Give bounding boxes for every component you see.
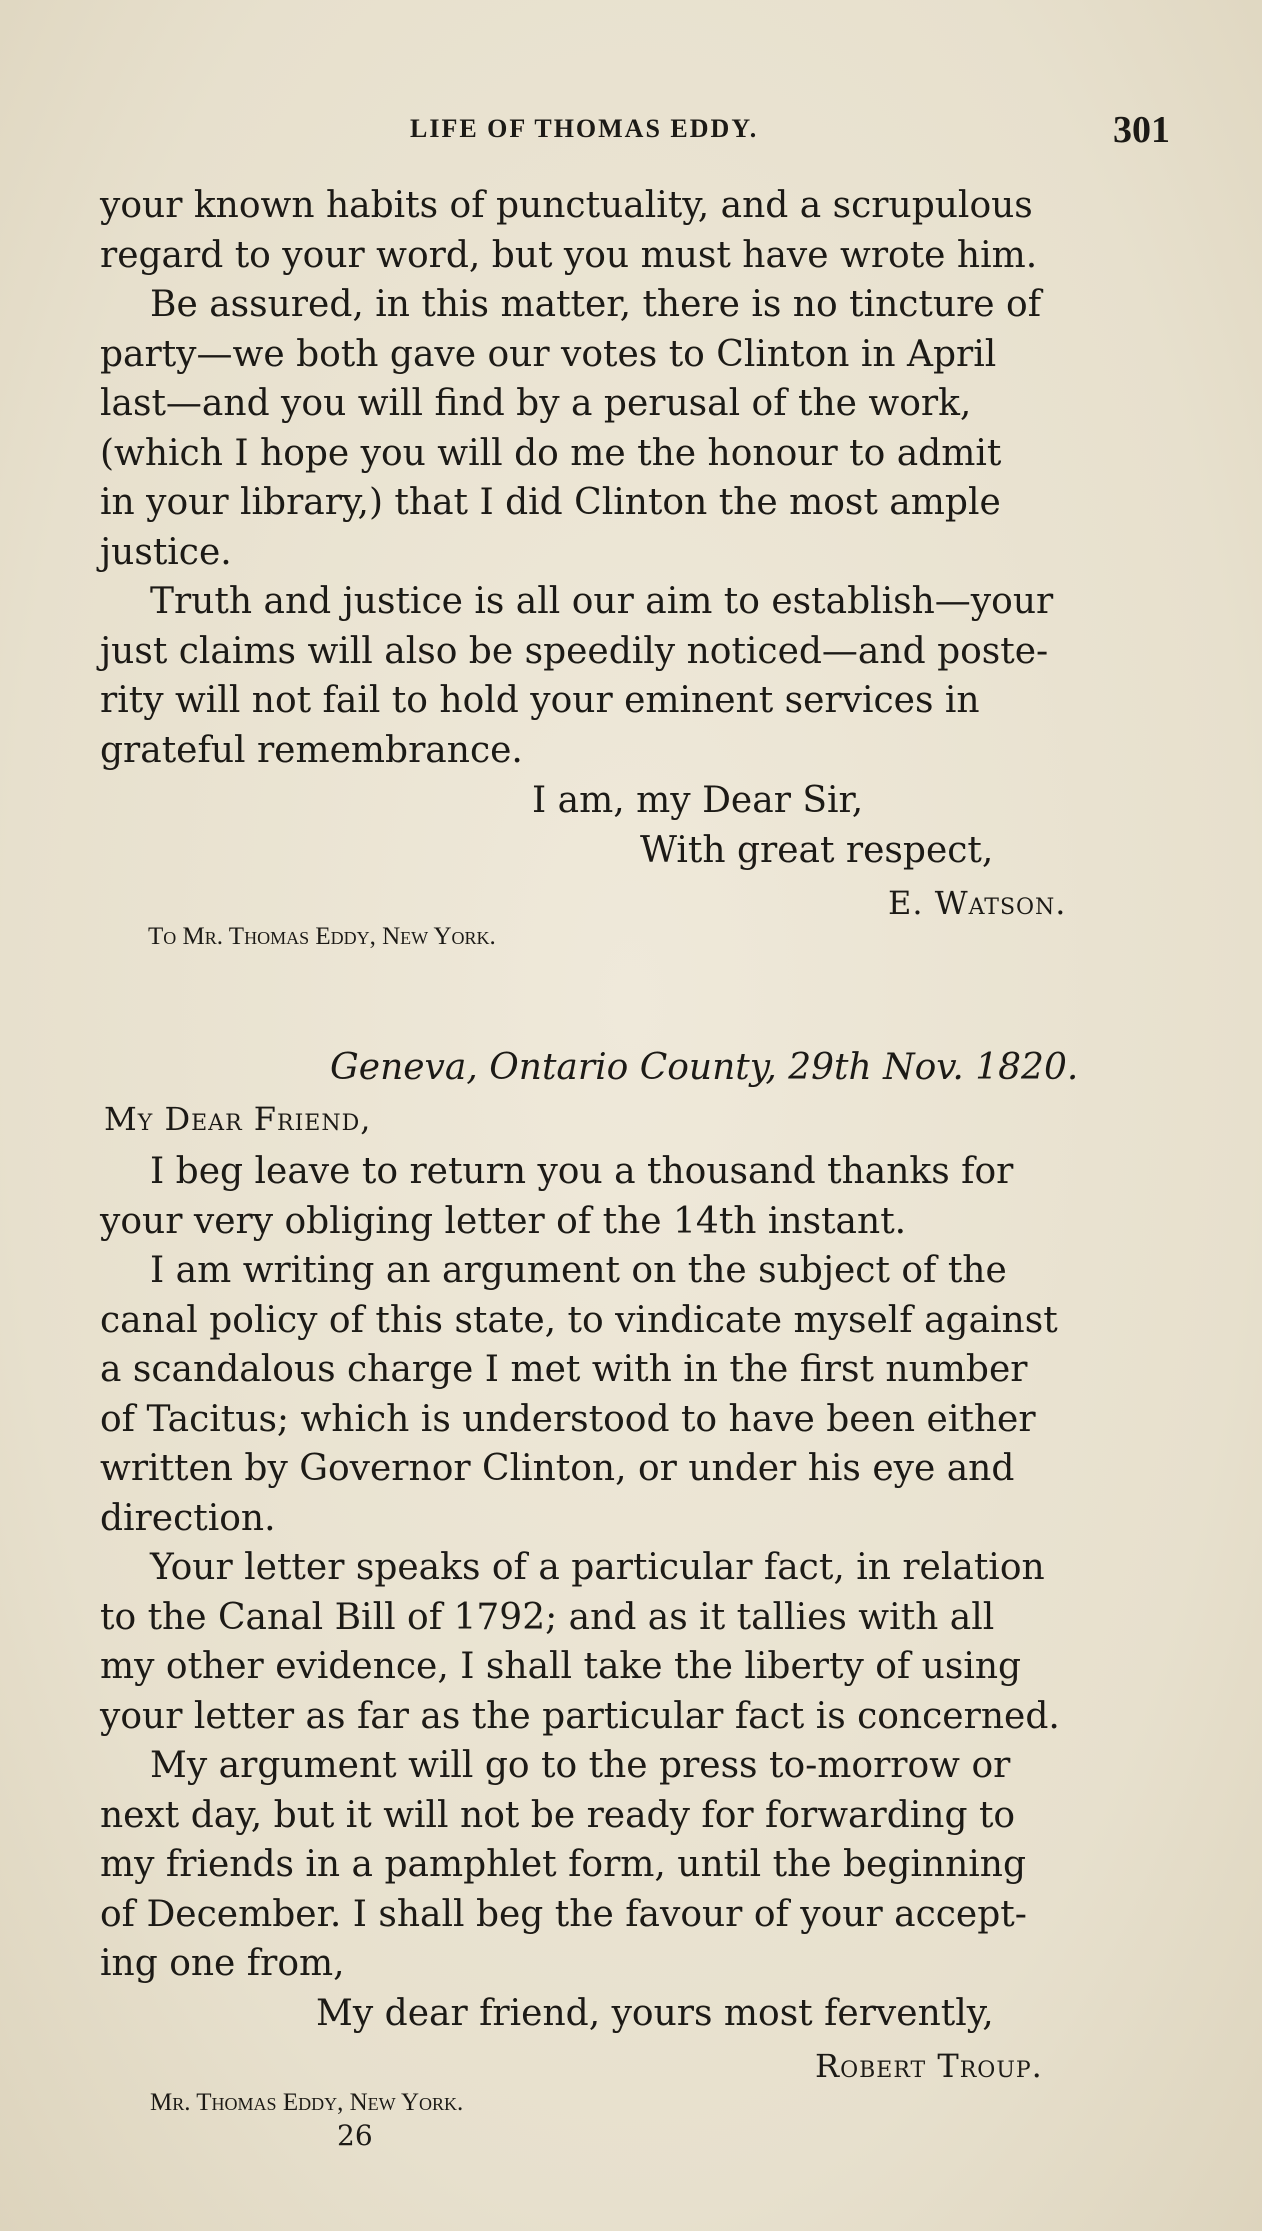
text-line: last—and you will find by a perusal of the work, xyxy=(100,383,972,424)
letter-1-signature: E. Watson. xyxy=(888,884,1067,922)
text-line: written by Governor Clinton, or under his eye and xyxy=(100,1448,1015,1489)
text-line: to the Canal Bill of 1792; and as it tallies with all xyxy=(100,1596,995,1638)
text-line: Your letter speaks of a particular fact, in relation xyxy=(150,1547,1045,1588)
text-line: I am writing an argument on the subject of the xyxy=(150,1250,1007,1291)
letter-2-salutation: My Dear Friend, xyxy=(104,1100,372,1138)
letter-2-closing: My dear friend, yours most fervently, xyxy=(316,1993,994,2034)
text-line: my other evidence, I shall take the liberty of using xyxy=(100,1646,1022,1687)
letter-2-address: Mr. Thomas Eddy, New York. xyxy=(150,2089,464,2116)
text-line: your letter as far as the particular fact is concerned. xyxy=(100,1695,1060,1737)
text-line: direction. xyxy=(100,1497,276,1539)
running-head: LIFE OF THOMAS EDDY. xyxy=(410,114,759,143)
text-line: justice. xyxy=(100,531,232,573)
text-line: of Tacitus; which is understood to have been either xyxy=(100,1398,1036,1440)
text-line: Truth and justice is all our aim to establish—your xyxy=(150,581,1054,622)
text-line: of December. I shall beg the favour of your accept- xyxy=(100,1893,1027,1935)
text-line: my friends in a pamphlet form, until the beginning xyxy=(100,1844,1027,1885)
letter-2-dateline xyxy=(330,1047,1078,1088)
text-line: next day, but it will not be ready for forwarding to xyxy=(100,1794,1016,1836)
text-line: I beg leave to return you a thousand thanks for xyxy=(150,1151,1014,1192)
letter-1-closing-2: With great respect, xyxy=(640,830,994,871)
text-line: ing one from, xyxy=(100,1943,345,1984)
text-line: just claims will also be speedily noticed—and poste- xyxy=(100,630,1049,672)
text-line: Be assured, in this matter, there is no tincture of xyxy=(150,284,1042,325)
letter-2-body xyxy=(100,1147,1170,1989)
text-line: your very obliging letter of the 14th instant. xyxy=(100,1200,907,1242)
text-line: regard to your word, but you must have wrote him. xyxy=(100,234,1038,276)
letter-1-address: To Mr. Thomas Eddy, New York. xyxy=(148,923,496,950)
text-line: (which I hope you will do me the honour to admit xyxy=(100,432,1002,474)
letter-1-body xyxy=(100,181,1170,775)
letter-2-signature: Robert Troup. xyxy=(815,2047,1043,2085)
text-line: party—we both gave our votes to Clinton in April xyxy=(100,333,997,375)
text-line: a scandalous charge I met with in the first number xyxy=(100,1349,1028,1390)
dateline-text: Geneva, Ontario County, 29th Nov. 1820. xyxy=(330,1047,1079,1088)
printer-signature-mark: 26 xyxy=(337,2119,373,2152)
page-header xyxy=(100,108,1170,158)
text-line: in your library,) that I did Clinton the most ample xyxy=(100,482,1001,523)
text-line: rity will not fail to hold your eminent services in xyxy=(100,680,980,721)
text-line: grateful remembrance. xyxy=(100,729,523,771)
page-number: 301 xyxy=(1113,109,1170,151)
text-line: My argument will go to the press to-morrow or xyxy=(150,1745,1011,1786)
letter-1-closing-1: I am, my Dear Sir, xyxy=(532,780,864,821)
text-line: your known habits of punctuality, and a scrupulous xyxy=(100,185,1033,226)
text-line: canal policy of this state, to vindicate myself against xyxy=(100,1299,1058,1341)
